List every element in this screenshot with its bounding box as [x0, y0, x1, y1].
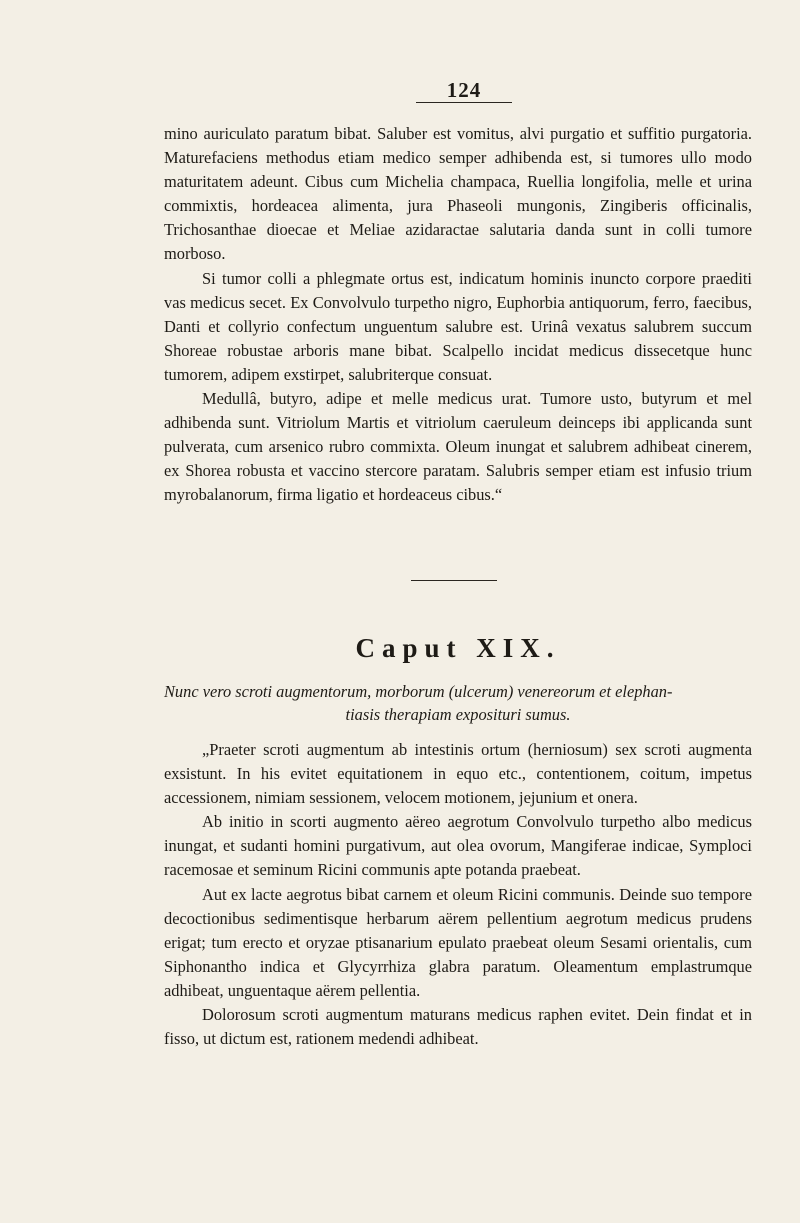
page-number-rule: [416, 102, 512, 103]
paragraph: Medullâ, butyro, adipe et melle medicus urat. Tumore usto, butyrum et mel adhibenda sunt. Vitriolum Martis et vitriolum caeruleum deinceps ibi applicanda sunt pulverata, cum arsenico rubro commixta. Oleum inungat et salubrem adhibeat cinerem, ex Shorea robusta et vaccino stercore paratam. Salubris semper etiam est infusio trium myrobalanorum, firma ligatio et hordeaceus cibus.“: [164, 389, 752, 505]
page-number: 124: [446, 78, 482, 102]
paragraph: mino auriculato paratum bibat. Saluber est vomitus, alvi purgatio et suffitio purgatoria. Maturefaciens methodus etiam medico semper adhibenda est, si tumores ullo modo maturitatem adeunt. Cibus cum Michelia champaca, Ruellia longifolia, melle et urina commixtis, hordeacea alimenta, jura Phaseoli mungonis, Zingiberis officinalis, Trichosanthae dioecae et Meliae azidaractae salutaria danda sunt in colli tumore morboso.: [164, 124, 752, 264]
body-text-section-1: [164, 122, 752, 508]
paragraph: Aut ex lacte aegrotus bibat carnem et oleum Ricini communis. Deinde suo tempore decoctionibus sedimentisque herbarum aërem pellentium aegrotum medicus prudens erigat; tum erecto et oryzae ptisanarium epulato praebeat oleum Sesami orientalis, cum Siphonantho indica et Glycyrrhiza glabra paratum. Oleamentum emplastrumque adhibeat, unguentaque aërem pellentia.: [164, 884, 752, 1000]
paragraph: Dolorosum scroti augmentum maturans medicus raphen evitet. Dein findat et in fisso, ut dictum est, rationem medendi adhibeat.: [164, 1005, 752, 1049]
paragraph: Si tumor colli a phlegmate ortus est, indicatum hominis inuncto corpore praediti vas medicus secet. Ex Convolvulo turpetho nigro, Euphorbia antiquorum, ferro, faecibus, Danti et collyrio confectum unguentum salubre est. Urinâ vexatus salubrem succum Shoreae robustae arboris mane bibat. Scalpello incidat medicus dissecetque hunc tumorem, adipem exstirpet, salubriterque consuat.: [164, 268, 752, 384]
body-text-section-2: [164, 738, 752, 1051]
chapter-summary-line-1: Nunc vero scroti augmentorum, morborum (ulcerum) venereorum et elephan-: [164, 682, 673, 701]
chapter-heading: Caput XIX.: [355, 633, 561, 663]
paragraph: Ab initio in scorti augmento aëreo aegrotum Convolvulo turpetho albo medicus inungat, et sudanti homini purgativum, aut olea ovorum, Mangiferae indicae, Symploci racemosae et seminum Ricini communis apte potanda praebeat.: [164, 812, 752, 880]
chapter-summary-line-2: tiasis therapiam exposituri sumus.: [345, 705, 571, 724]
section-divider: [411, 580, 497, 581]
paragraph: „Praeter scroti augmentum ab intestinis ortum (herniosum) sex scroti augmenta exsistunt. In his evitet equitationem in equo etc., contentionem, coitum, impetus accessionem, nimiam sessionem, velocem motionem, jejunium et onera.: [164, 740, 752, 808]
chapter-summary: [164, 680, 752, 726]
